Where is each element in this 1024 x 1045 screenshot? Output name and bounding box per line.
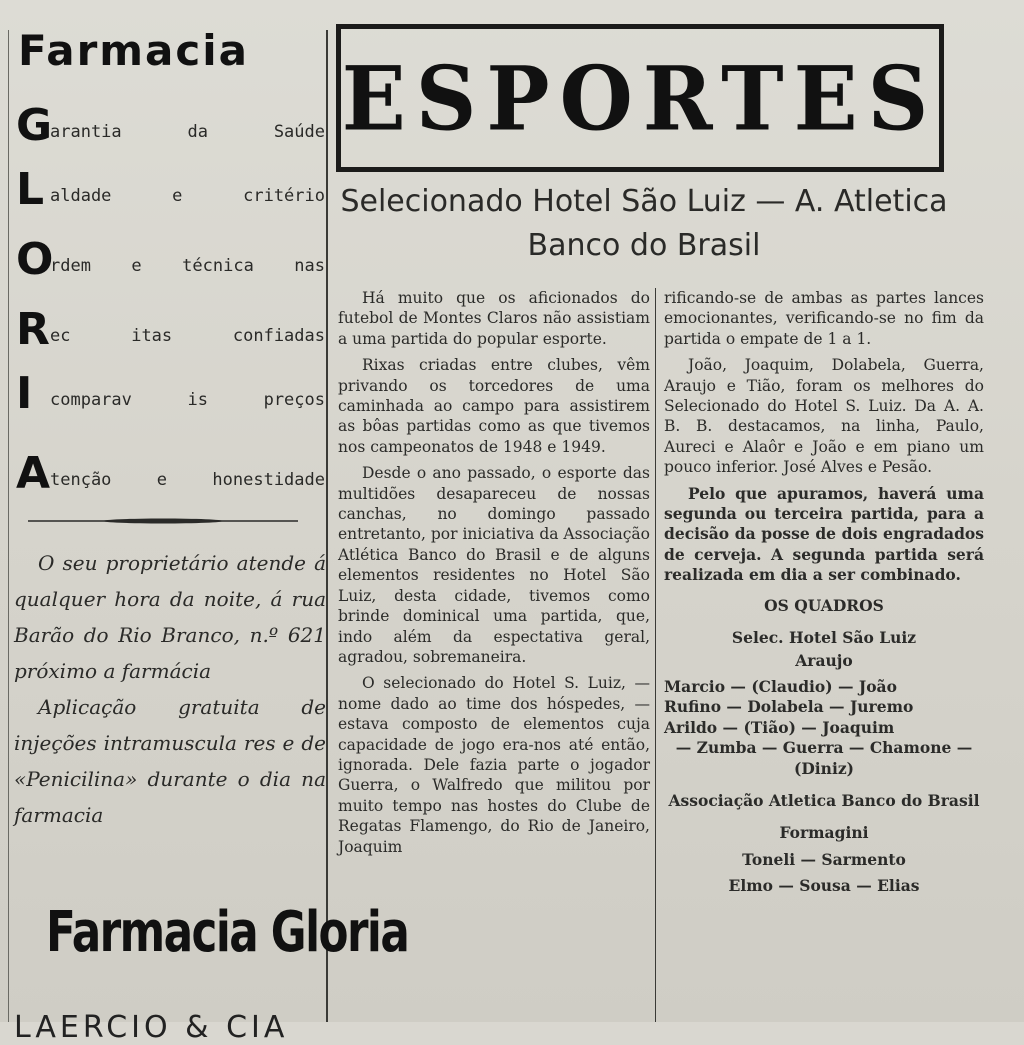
article-paragraph: rificando-se de ambas as partes lances emocionantes, verificando-se no fim da partida o empate de 1 a 1. bbox=[664, 289, 984, 348]
column-rule-left bbox=[8, 30, 9, 1022]
acrostic-letter: R bbox=[16, 304, 50, 355]
section-masthead bbox=[336, 24, 944, 172]
lineup-line: Rufino — Dolabela — Juremo bbox=[664, 697, 914, 717]
acrostic-row bbox=[14, 234, 324, 294]
team-goalkeeper: Araujo bbox=[795, 650, 853, 670]
team-name: Selec. Hotel São Luiz bbox=[731, 628, 917, 648]
acrostic-row bbox=[14, 368, 324, 428]
lineup-line: Arildo — (Tião) — Joaquim bbox=[664, 717, 895, 737]
lineups-title: OS QUADROS bbox=[764, 595, 884, 615]
article-paragraph: Rixas criadas entre clubes, vêm privando os torcedores de uma caminhada ao campo para assistirem as bôas partidas como as que tivemos nos campeonatos de 1948 e 1949. bbox=[338, 356, 650, 456]
team-name: Associação Atletica Banco do Brasil bbox=[668, 790, 980, 810]
ornament-divider bbox=[28, 518, 298, 524]
column-rule-main bbox=[326, 30, 328, 1022]
acrostic-letter: G bbox=[16, 100, 53, 151]
lineup-line: Toneli — Sarmento bbox=[742, 849, 906, 869]
acrostic-letter: O bbox=[16, 234, 54, 285]
article-headline: Selecionado Hotel São Luiz — A. Atletica Banco do Brasil bbox=[340, 184, 948, 263]
acrostic-row bbox=[14, 304, 324, 364]
acrostic-letter: I bbox=[16, 368, 33, 419]
acrostic-letter: A bbox=[16, 448, 51, 499]
column-rule-article bbox=[655, 288, 656, 1022]
pharmacy-ad bbox=[14, 20, 409, 1045]
acrostic-text: ec itas confiadas bbox=[50, 326, 325, 346]
acrostic-row bbox=[14, 448, 324, 508]
acrostic-text: arantia da Saúde bbox=[50, 122, 325, 142]
article-paragraph: João, Joaquim, Dolabela, Guerra, Araujo e Tião, foram os melhores do Selecionado do Hotel S. Luiz. Da A. A. B. B. destacamos, na linha, Paulo, Aureci e Alaôr e João e em piano um pouco inferior. José Alves e Pesão. bbox=[664, 356, 984, 477]
acrostic-text: rdem e técnica nas bbox=[50, 256, 325, 276]
article-paragraph: Desde o ano passado, o esporte das multidões desapareceu de nossas canchas, no domingo passado entretanto, por iniciativa da Associação Atlética Banco do Brasil e de alguns elementos residentes no Hotel São Luiz, desta cidade, tivemos como brinde dominical uma partida, que, indo além da espectativa geral, agradou, sobremaneira. bbox=[338, 464, 650, 666]
team-goalkeeper: Formagini bbox=[779, 823, 869, 843]
article-column-1 bbox=[338, 288, 650, 863]
article-paragraph: Pelo que apuramos, haverá uma segunda ou terceira partida, para a decisão da posse de dois engradados de cerveja. A segunda partida será realizada em dia a ser combinado. bbox=[664, 483, 984, 585]
article-paragraph: O selecionado do Hotel S. Luiz, — nome dado ao time dos hóspedes, — estava composto de elementos cuja capacidade de jogo era-nos até então, ignorada. Dele fazia parte o jogador Guerra, o Walfredo que militou por muito tempo nas hostes do Clube de Regatas Flamengo, do Rio de Janeiro, Joaquim bbox=[338, 674, 650, 856]
section-title: ESPORTES bbox=[341, 46, 939, 151]
ad-title: Farmacia bbox=[18, 26, 250, 75]
ad-owner: LAERCIO & CIA bbox=[14, 1010, 289, 1045]
ad-brand: Farmacia Gloria bbox=[46, 900, 409, 965]
acrostic-text: tenção e honestidade bbox=[50, 470, 325, 490]
lineup-line: — Zumba — Guerra — Chamone — (Diniz) bbox=[675, 738, 973, 778]
acrostic-letter: L bbox=[16, 164, 45, 215]
ad-body bbox=[14, 545, 326, 833]
acrostic-row bbox=[14, 100, 324, 160]
lineup-line: Marcio — (Claudio) — João bbox=[664, 676, 897, 696]
ad-paragraph: Aplicação gratuita de injeções intramuscula res e de «Penicilina» durante o dia na farmacia bbox=[14, 695, 326, 827]
acrostic-text: aldade e critério bbox=[50, 186, 325, 206]
article-column-2 bbox=[664, 288, 984, 903]
acrostic-row bbox=[14, 164, 324, 224]
lineup-line: Elmo — Sousa — Elias bbox=[728, 876, 920, 896]
acrostic-text: comparav is preços bbox=[50, 390, 325, 410]
ad-paragraph: O seu proprietário atende á qualquer hora da noite, á rua Barão do Rio Branco, n.º 621 próximo a farmácia bbox=[14, 551, 326, 683]
article-paragraph: Há muito que os aficionados do futebol de Montes Claros não assistiam a uma partida do popular esporte. bbox=[338, 289, 650, 348]
